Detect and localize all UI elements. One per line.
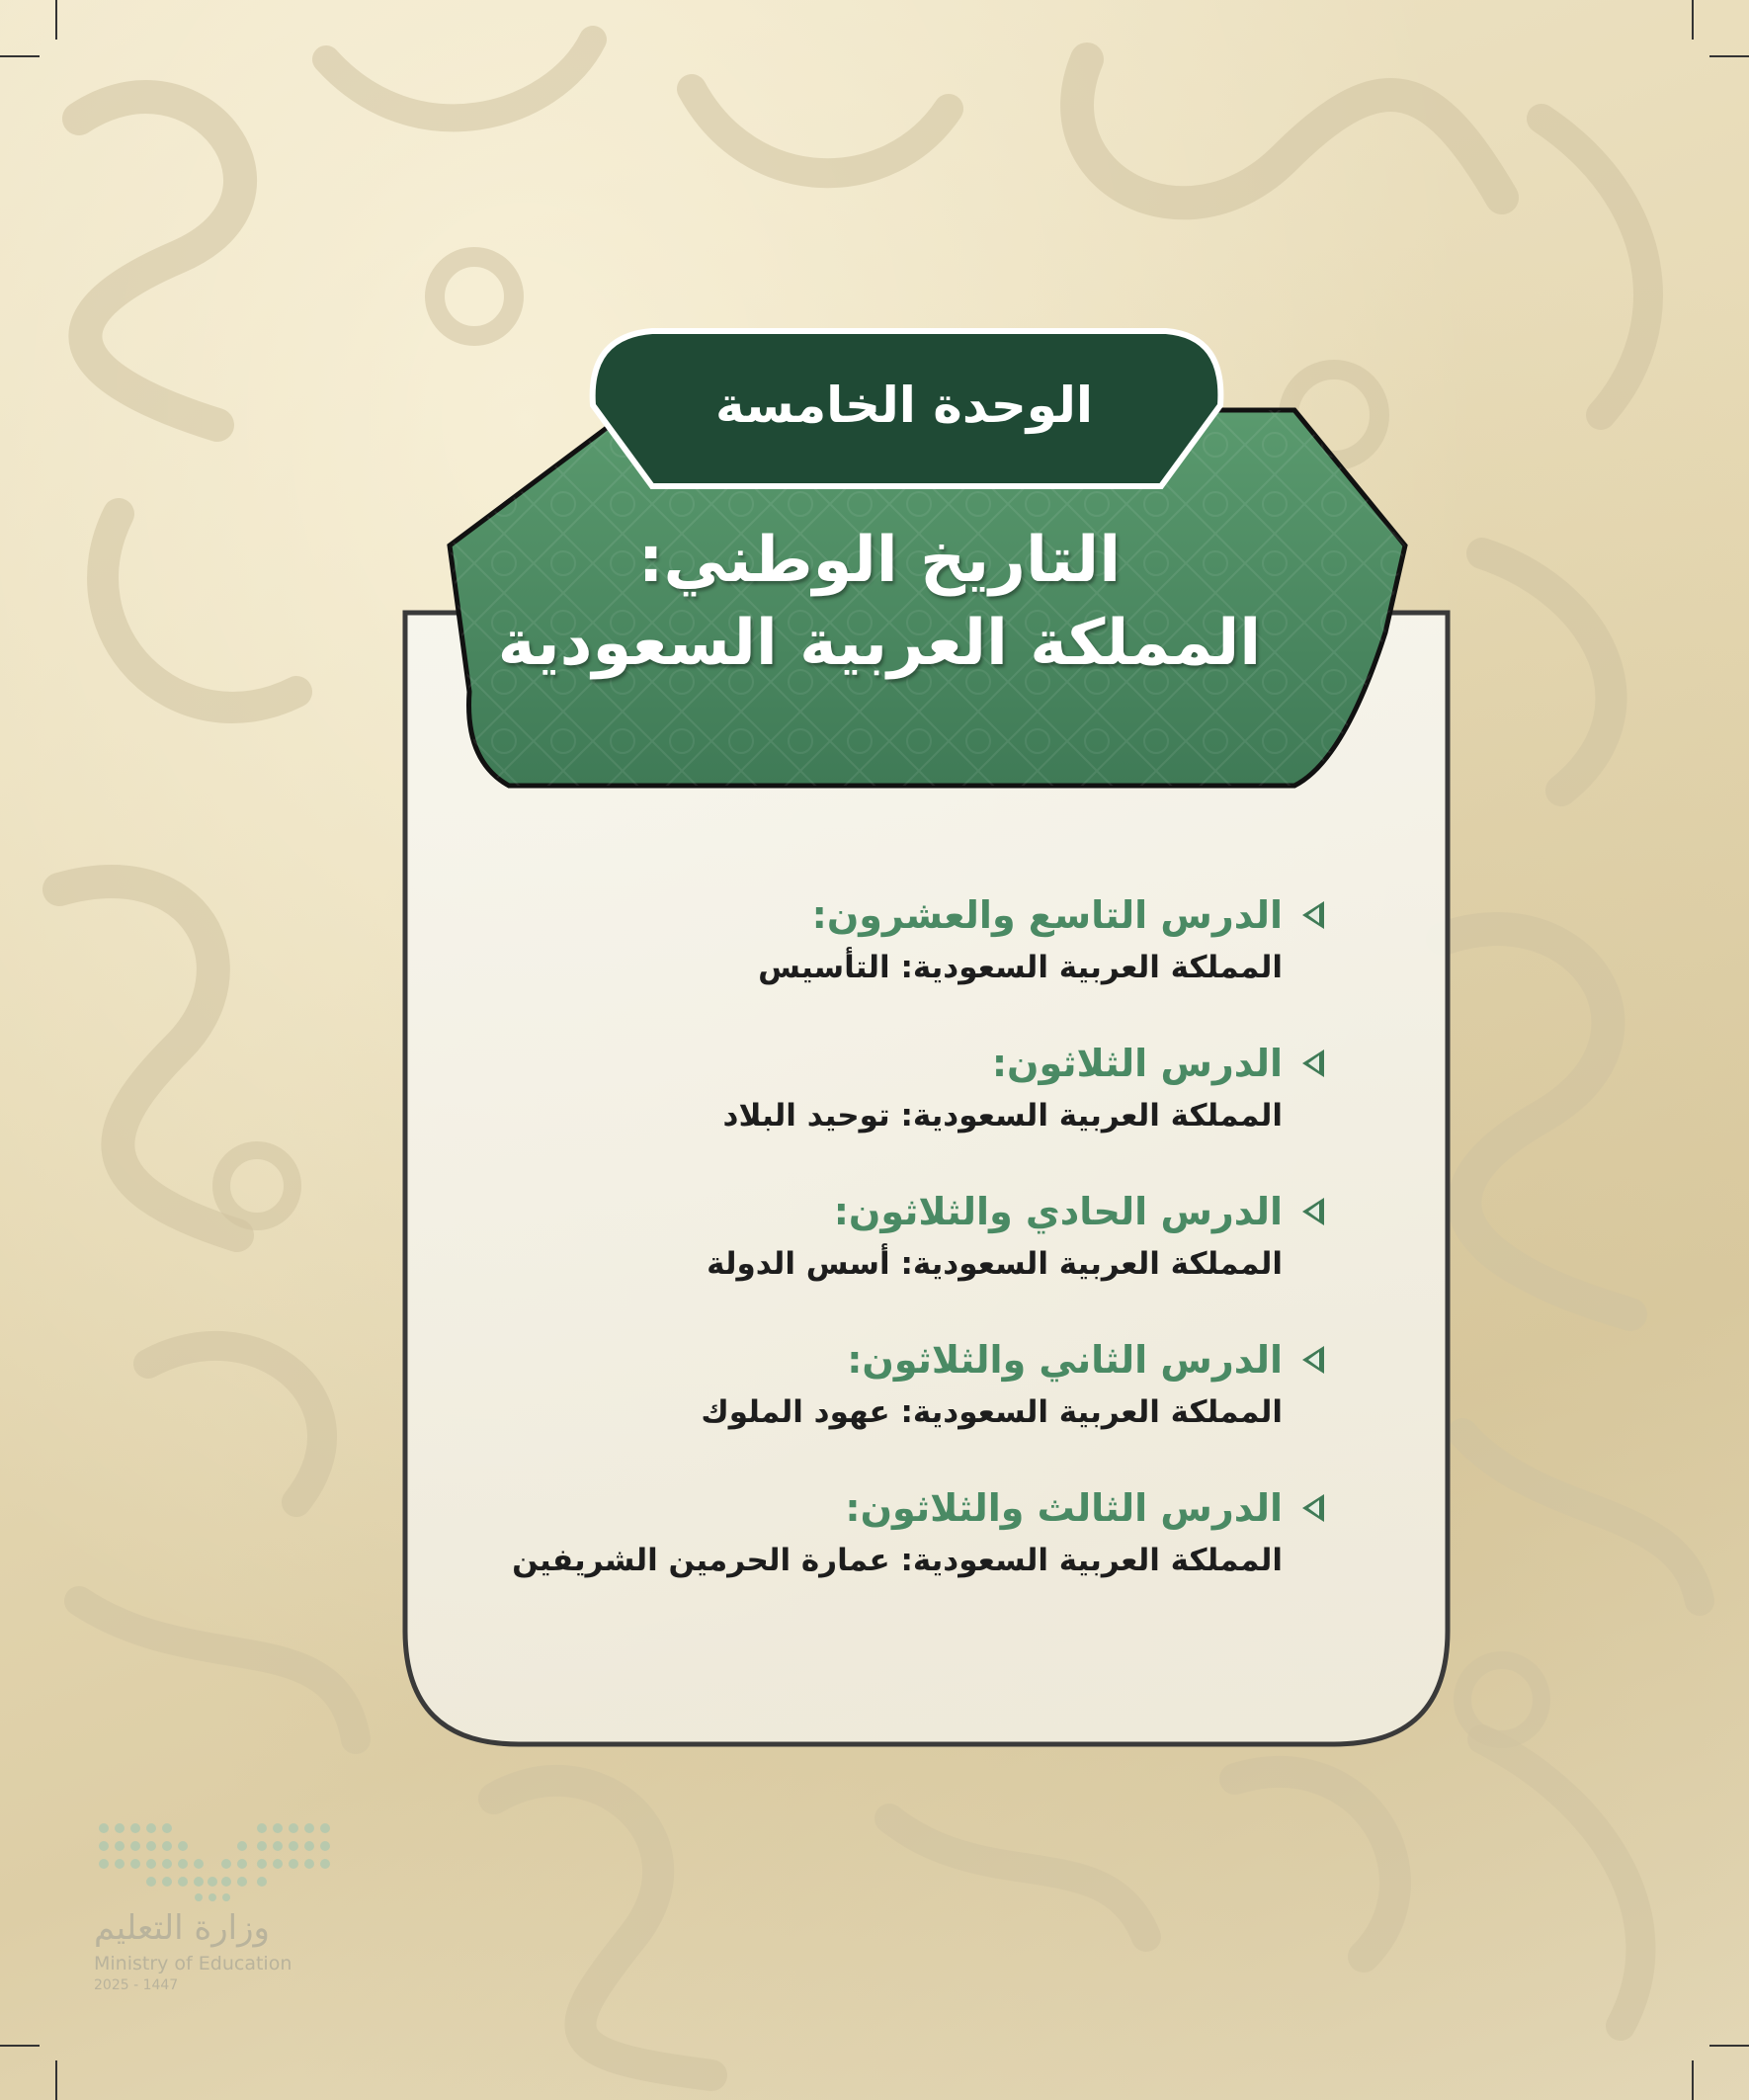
ministry-logo bbox=[94, 1818, 331, 1993]
triangle-bullet-icon bbox=[1302, 901, 1324, 929]
lesson-item bbox=[455, 1184, 1324, 1332]
page-title bbox=[464, 519, 1294, 685]
lesson-item bbox=[455, 887, 1324, 1036]
ministry-name-arabic: وزارة التعليم bbox=[94, 1908, 270, 1948]
triangle-bullet-icon bbox=[1302, 1494, 1324, 1522]
dots-logo-icon bbox=[94, 1818, 331, 1907]
lesson-title: الدرس الحادي والثلاثون: bbox=[833, 1190, 1283, 1233]
lesson-title: الدرس الثاني والثلاثون: bbox=[847, 1338, 1283, 1382]
lesson-item bbox=[455, 1036, 1324, 1184]
title-line-2: المملكة العربية السعودية bbox=[497, 607, 1262, 680]
lesson-subtitle: المملكة العربية السعودية: عهود الملوك bbox=[701, 1394, 1283, 1430]
lesson-title: الدرس الثالث والثلاثون: bbox=[845, 1486, 1283, 1530]
ministry-name-english: Ministry of Education bbox=[94, 1953, 292, 1974]
unit-label: الوحدة الخامسة bbox=[715, 377, 1093, 434]
lesson-item bbox=[455, 1332, 1324, 1480]
triangle-bullet-icon bbox=[1302, 1050, 1324, 1077]
ministry-year: 2025 - 1447 bbox=[94, 1977, 179, 1993]
lesson-title: الدرس التاسع والعشرون: bbox=[811, 893, 1283, 937]
triangle-bullet-icon bbox=[1302, 1198, 1324, 1225]
lesson-subtitle: المملكة العربية السعودية: عمارة الحرمين الشريفين bbox=[512, 1543, 1283, 1578]
triangle-bullet-icon bbox=[1302, 1346, 1324, 1374]
lesson-subtitle: المملكة العربية السعودية: توحيد البلاد bbox=[722, 1098, 1283, 1134]
lessons-list bbox=[455, 887, 1324, 1629]
lesson-subtitle: المملكة العربية السعودية: أسس الدولة bbox=[707, 1246, 1283, 1282]
lesson-item bbox=[455, 1480, 1324, 1629]
title-line-1: التاريخ الوطني: bbox=[637, 524, 1122, 597]
lesson-title: الدرس الثلاثون: bbox=[991, 1042, 1283, 1085]
lesson-subtitle: المملكة العربية السعودية: التأسيس bbox=[758, 950, 1283, 985]
